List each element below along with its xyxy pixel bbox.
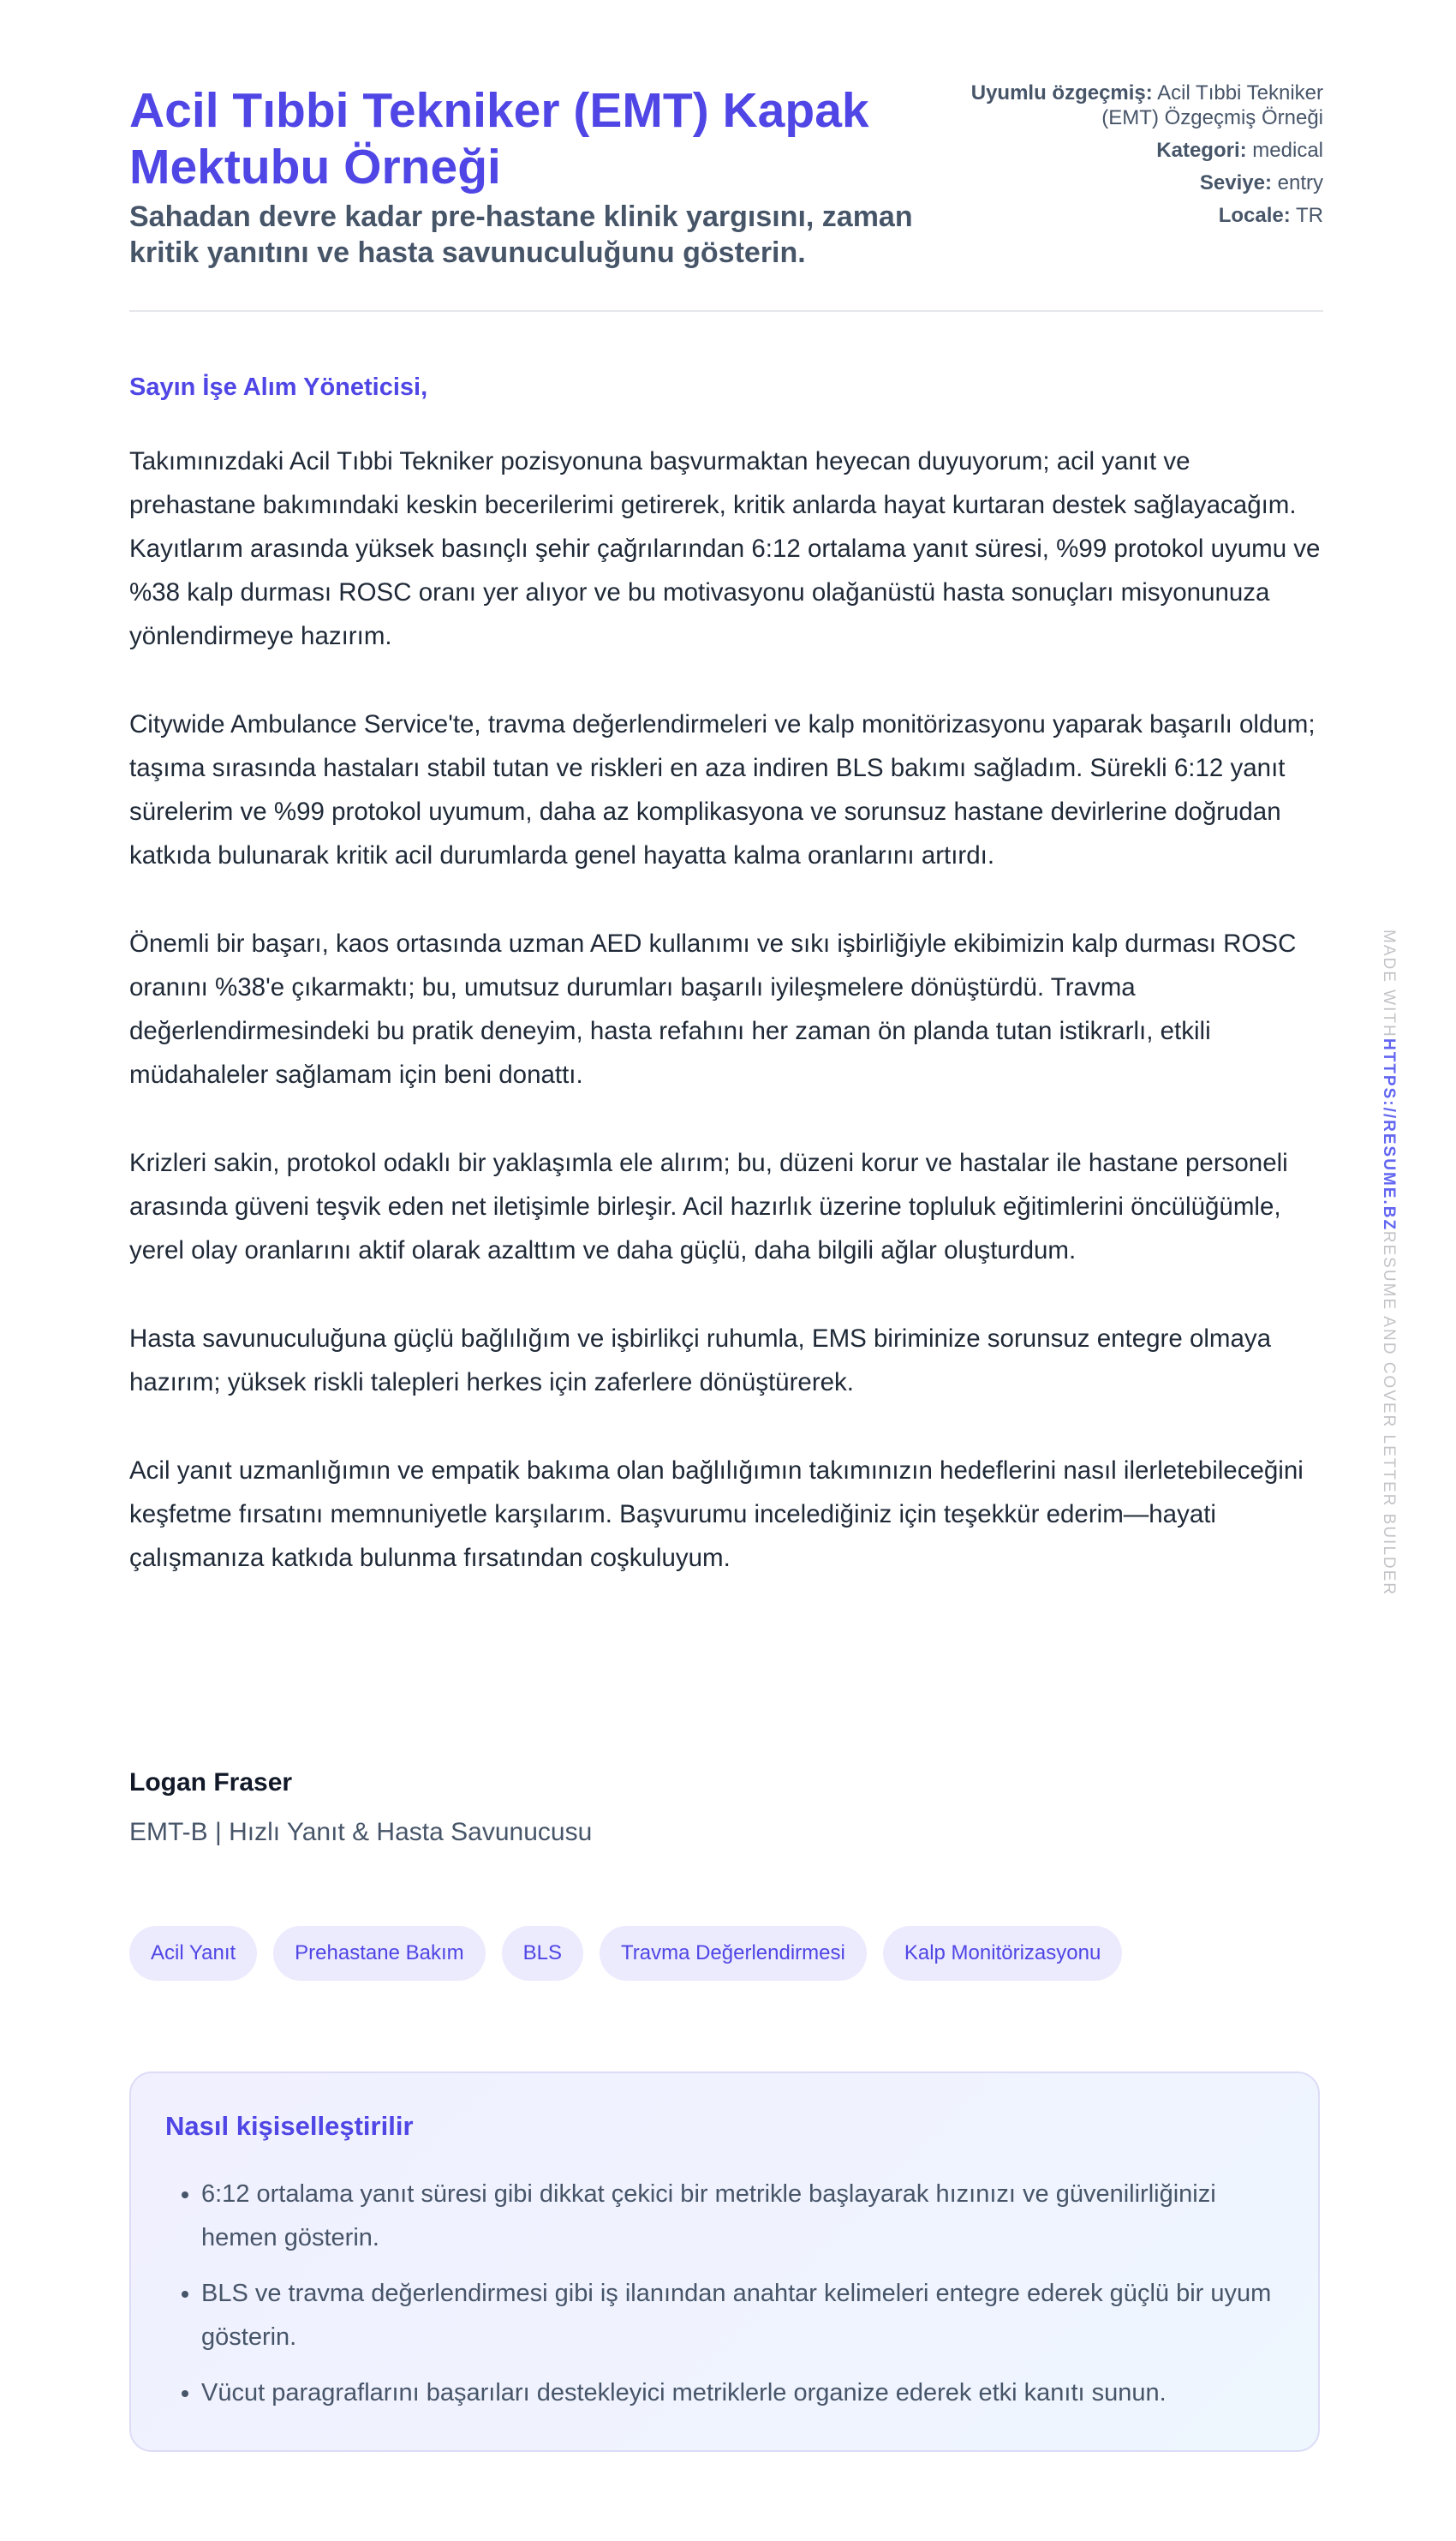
meta-category: Kategori: medical: [1156, 139, 1323, 162]
skill-tag: Travma Değerlendirmesi: [600, 1926, 867, 1981]
meta-info: [964, 81, 1323, 236]
page-title: Acil Tıbbi Tekniker (EMT) Kapak Mektubu Örneği: [129, 83, 869, 194]
skill-tags: [129, 1926, 1122, 1981]
meta-compatible-resume: Uyumlu özgeçmiş: Acil Tıbbi Tekniker (EMT) Özgeçmiş Örneği: [970, 81, 1323, 129]
letter-paragraph: Krizleri sakin, protokol odaklı bir yaklaşımla ele alırım; bu, düzeni korur ve hastalar ile hastane personeli arasında güveni teşvik eden net iletişimle birleşir. Acil hazırlık üzerine topluluk eğitimlerini öncülüğümle, yerel olay oranlarını aktif olarak azalttım ve daha güçlü, daha bilgili ağlar oluşturdum.: [129, 1149, 1288, 1265]
skill-tag: BLS: [502, 1926, 583, 1981]
letter-paragraph: Takımınızdaki Acil Tıbbi Tekniker pozisyonuna başvurmaktan heyecan duyuyorum; acil yanıt ve prehastane bakımındaki keskin becerilerimi getirerek, kritik anlarda hayat kurtaran destek sağlayacağım. Kayıtlarım arasında yüksek basınçlı şehir çağrılarından 6:12 ortalama yanıt süresi, %99 protokol uyumu ve %38 kalp durması ROSC oranı yer alıyor ve bu motivasyonu olağanüstü hasta sonuçları misyonunuza yönlendirmeye hazırım.: [129, 447, 1321, 650]
tip-item: • BLS ve travma değerlendirmesi gibi iş ilanından anahtar kelimeleri entegre ederek güçlü bir uyum gösterin.: [201, 2272, 1284, 2359]
compatible-resume-link[interactable]: Acil Tıbbi Tekniker (EMT) Özgeçmiş Örneği: [1101, 81, 1323, 129]
skill-tag: Kalp Monitörizasyonu: [883, 1926, 1122, 1981]
meta-level: Seviye: entry: [1199, 171, 1323, 194]
signature-title: EMT-B | Hızlı Yanıt & Hasta Savunucusu: [129, 1818, 593, 1846]
skill-tag: Acil Yanıt: [129, 1926, 257, 1981]
customization-tips-box: [129, 2072, 1320, 2452]
page-header: [129, 0, 1323, 312]
tip-item: • 6:12 ortalama yanıt süresi gibi dikkat çekici bir metrikle başlayarak hızınızı ve güvenilirliğinizi hemen gösterin.: [201, 2173, 1284, 2260]
made-with-credit: MADE WITHHTTPS://RESUME.BZRESUME AND COVER LETTER BUILDER: [1380, 930, 1398, 1597]
tips-title: Nasıl kişiselleştirilir: [165, 2111, 414, 2141]
resume-bz-link[interactable]: HTTPS://RESUME.BZ: [1380, 1037, 1398, 1231]
salutation: Sayın İşe Alım Yöneticisi,: [129, 374, 428, 401]
letter-body: [129, 439, 1323, 1624]
letter-paragraph: Hasta savunuculuğuna güçlü bağlılığım ve işbirlikçi ruhumla, EMS biriminize sorunsuz entegre olmaya hazırım; yüksek riskli talepleri herkes için zaferlere dönüştürerek.: [129, 1324, 1272, 1396]
meta-locale: Locale: TR: [1218, 204, 1323, 227]
letter-paragraph: Acil yanıt uzmanlığımın ve empatik bakıma olan bağlılığımın takımınızın hedeflerini nasıl ilerletebileceğini keşfetme fırsatını memnuniyetle karşılarım. Başvurumu incelediğiniz için teşekkür ederim—hayati çalışmanıza katkıda bulunma fırsatından coşkuluyum.: [129, 1456, 1304, 1572]
signature-name: Logan Fraser: [129, 1768, 293, 1797]
cover-letter-page: [129, 0, 1323, 2406]
page-subtitle: Sahadan devre kadar pre-hastane klinik yargısını, zaman kritik yanıtını ve hasta savunuculuğunu gösterin.: [129, 200, 913, 269]
skill-tag: Prehastane Bakım: [273, 1926, 485, 1981]
letter-paragraph: Önemli bir başarı, kaos ortasında uzman AED kullanımı ve sıkı işbirliğiyle ekibimizin kalp durması ROSC oranını %38'e çıkarmaktı; bu, umutsuz durumları başarılı iyileşmelere dönüştürdü. Travma değerlendirmesindeki bu pratik deneyim, hasta refahını her zaman ön planda tutan istikrarlı, etkili müdahaleler sağlamam için beni donattı.: [129, 930, 1297, 1089]
letter-paragraph: Citywide Ambulance Service'te, travma değerlendirmeleri ve kalp monitörizasyonu yaparak başarılı oldum; taşıma sırasında hastaları stabil tutan ve riskleri en aza indiren BLS bakımı sağladım. Sürekli 6:12 yanıt sürelerim ve %99 protokol uyumum, daha az komplikasyona ve sorunsuz hastane devirlerine doğrudan katkıda bulunarak kritik acil durumlarda genel hayatta kalma oranlarını artırdı.: [129, 710, 1316, 870]
tips-list: [165, 2173, 1284, 2415]
tip-item: • Vücut paragraflarını başarıları destekleyici metriklerle organize ederek etki kanıtı sunun.: [201, 2371, 1284, 2415]
